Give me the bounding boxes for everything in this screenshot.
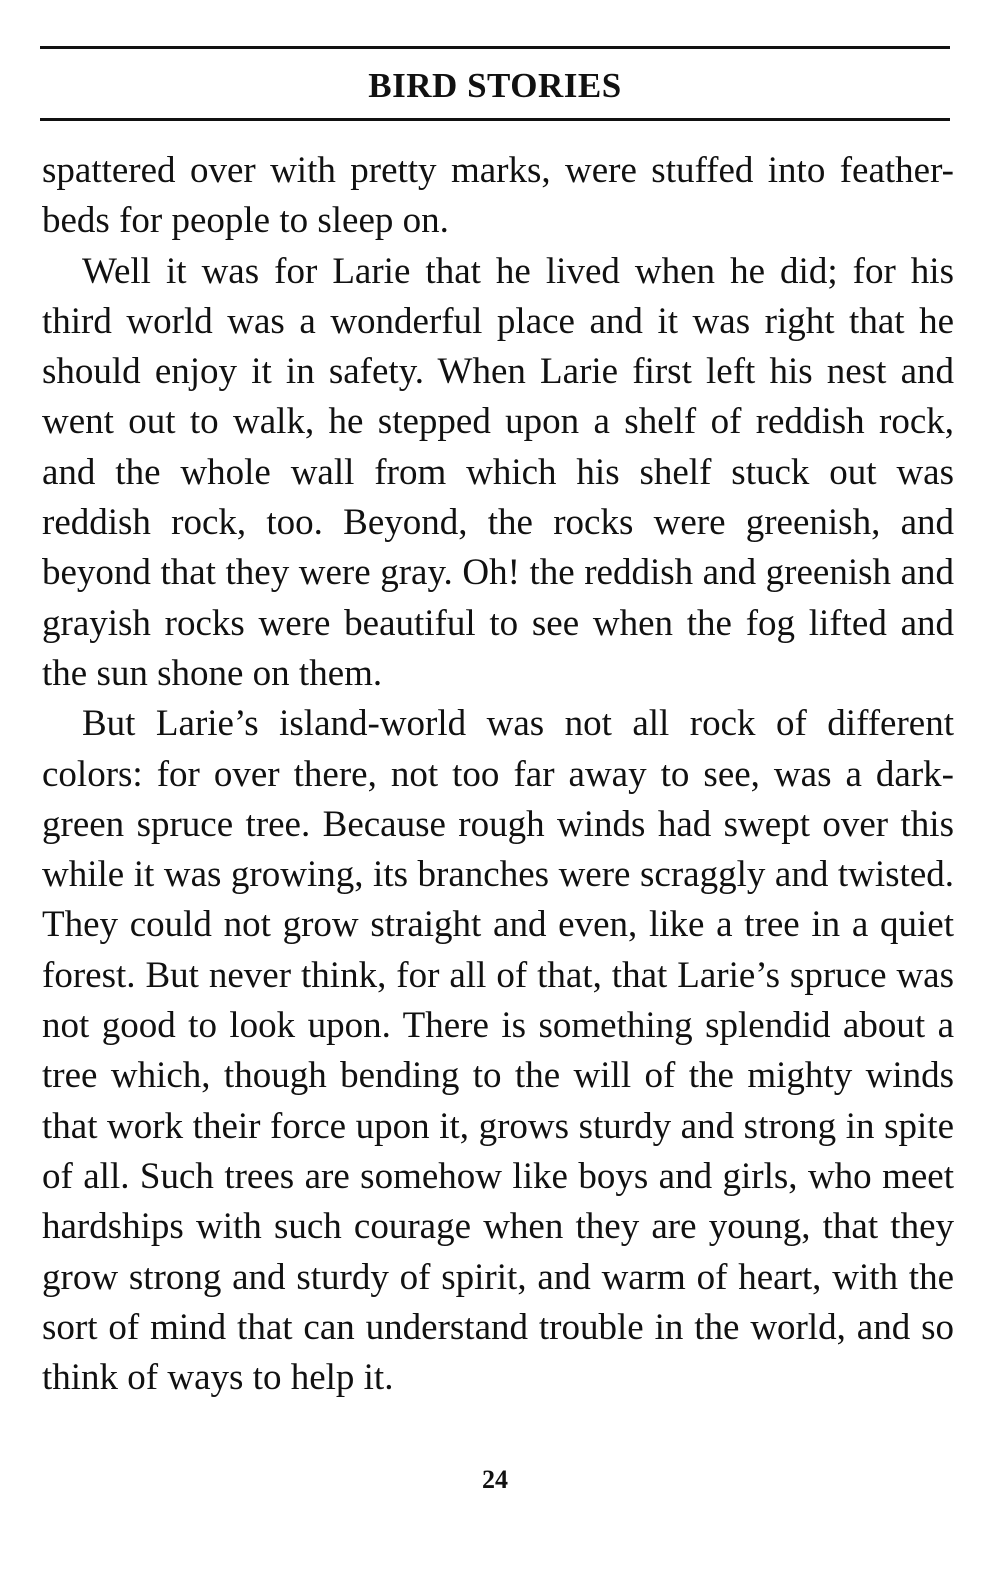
header-rule-top — [40, 46, 950, 49]
page-number: 24 — [482, 1465, 508, 1494]
running-header: BIRD STORIES — [368, 66, 622, 105]
paragraph-continued: spattered over with pretty marks, were stuffed into feather-beds for people to sleep on. — [42, 150, 954, 242]
header-rule-bottom — [40, 118, 950, 121]
paragraph-third-world: Well it was for Larie that he lived when he did; for his third world was a wonderful place and it was right that he should enjoy it in safety. When Larie first left his nest and went out to walk, he stepped upon a shelf of reddish rock, and the whole wall from which his shelf stuck out was reddish rock, too. Beyond, the rocks were greenish, and beyond that they were gray. Oh! the reddish and greenish and grayish rocks were beautiful to see when the fog lifted and the sun shone on them. — [42, 250, 954, 694]
paragraph-spruce-tree: But Larie’s island-world was not all rock of different colors: for over there, not too far away to see, was a dark-green spruce tree. Because rough winds had swept over this while it was growing, its branches were scraggly and twisted. They could not grow straight and even, like a tree in a quiet forest. But never think, for all of that, that Larie’s spruce was not good to look upon. There is something splendid about a tree which, though bending to the will of the mighty winds that work their force upon it, grows sturdy and strong in spite of all. Such trees are somehow like boys and girls, who meet hardships with such courage when they are young, that they grow strong and sturdy of spirit, and warm of heart, with the sort of mind that can understand trouble in the world, and so think of ways to help it. — [42, 703, 954, 1399]
page-body — [42, 146, 954, 1403]
